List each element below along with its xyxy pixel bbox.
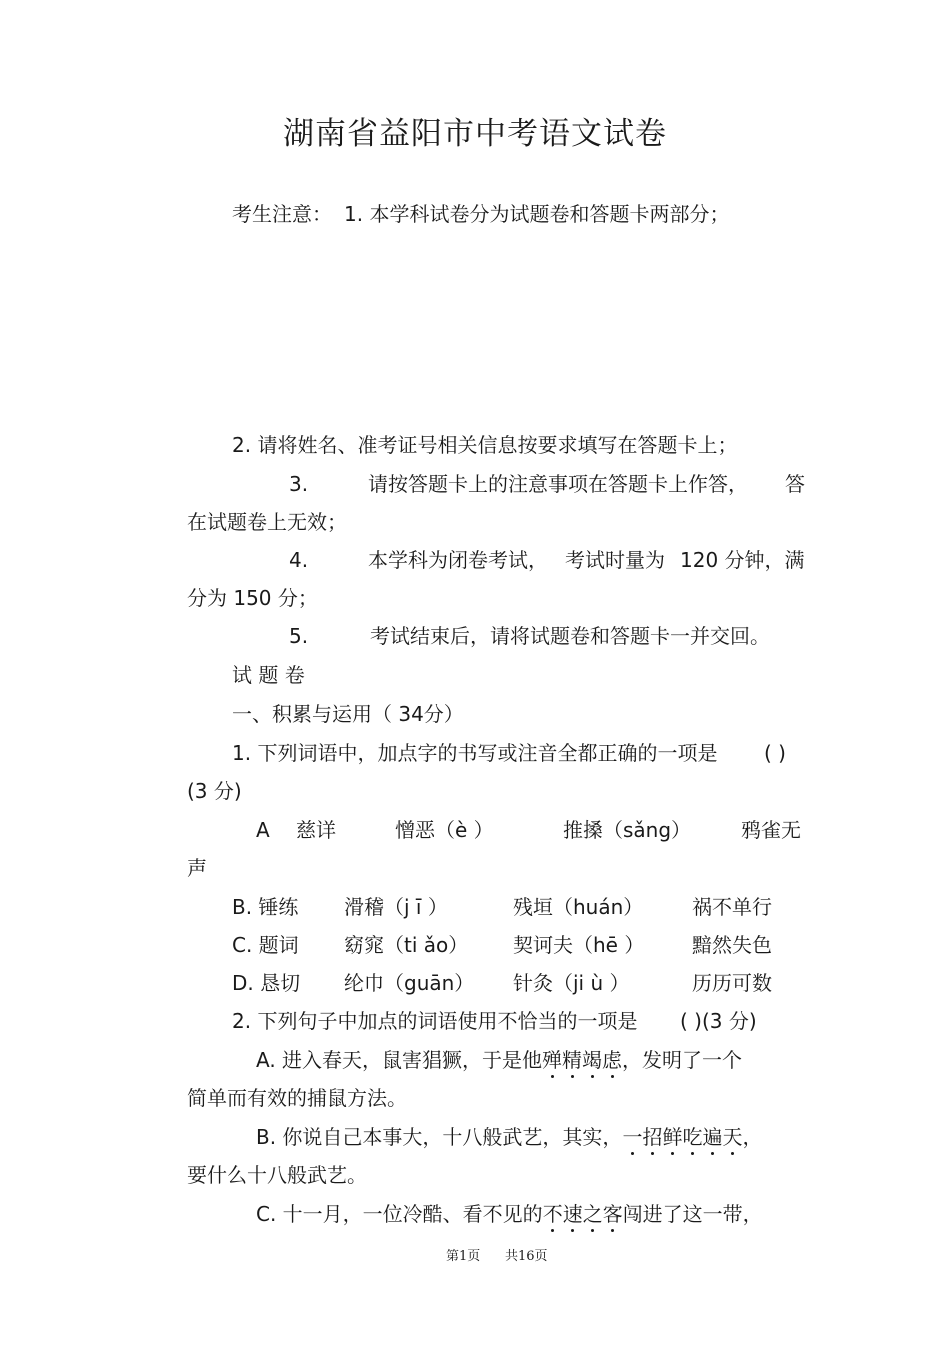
q1-option-c-word-3: 契诃夫（hē ） bbox=[513, 933, 645, 957]
emphasis-dotted-char: 竭 bbox=[582, 1048, 603, 1072]
q2-option-b bbox=[256, 1123, 762, 1151]
notice-item-3-continued: 在试题卷上无效； bbox=[187, 510, 347, 534]
notice-item-4-continued: 分为 150 分； bbox=[187, 586, 318, 610]
q1-answer-bracket: ( ) bbox=[764, 741, 786, 765]
notice-item-3-number: 3. bbox=[289, 472, 309, 496]
emphasis-dotted-char: 客 bbox=[602, 1202, 623, 1226]
emphasis-dotted-char: 一 bbox=[622, 1125, 643, 1149]
q2-option-b-post: ， bbox=[742, 1125, 763, 1149]
notice-item-4-text: 本学科为闭卷考试， bbox=[368, 548, 548, 572]
q1-option-b-letter: B. 锤练 bbox=[232, 895, 299, 919]
q2-option-c-dotted-phrase bbox=[543, 1202, 623, 1226]
notice-item-4-text-2: 考试时量为 bbox=[565, 548, 665, 572]
emphasis-dotted-char: 招 bbox=[642, 1125, 663, 1149]
emphasis-dotted-char: 虑 bbox=[602, 1048, 623, 1072]
emphasis-dotted-char: 之 bbox=[582, 1202, 603, 1226]
q1-option-d-word-3: 针灸（ji ù ） bbox=[513, 971, 630, 995]
q1-option-a-word-3: 推搡（sǎng） bbox=[563, 818, 692, 842]
paper-label: 试 题 卷 bbox=[232, 663, 305, 687]
notice-item-5-text: 考试结束后，请将试题卷和答题卡一并交回。 bbox=[370, 624, 770, 648]
q2-option-a-post: ，发明了一个 bbox=[622, 1048, 743, 1072]
q1-option-d-letter: D. 恳切 bbox=[232, 971, 301, 995]
notice-item-4-number: 4. bbox=[289, 548, 309, 572]
q2-option-b-pre: B. 你说自己本事大，十八般武艺，其实， bbox=[256, 1125, 623, 1149]
emphasis-dotted-char: 殚 bbox=[542, 1048, 563, 1072]
q1-option-b-word-3: 残垣（huán） bbox=[513, 895, 644, 919]
page-title: 湖南省益阳市中考语文试卷 bbox=[283, 116, 667, 152]
emphasis-dotted-char: 速 bbox=[562, 1202, 583, 1226]
q2-option-b-dotted-phrase bbox=[622, 1125, 742, 1149]
q2-option-a-continued: 简单而有效的捕鼠方法。 bbox=[187, 1086, 407, 1110]
q1-option-b-word-2: 滑稽（j ī ） bbox=[344, 895, 448, 919]
emphasis-dotted-char: 鲜 bbox=[662, 1125, 683, 1149]
notice-item-3-text: 请按答题卡上的注意事项在答题卡上作答， bbox=[368, 472, 748, 496]
q2-option-c-pre: C. 十一月，一位冷酷、看不见的 bbox=[256, 1202, 543, 1226]
q1-option-c-word-2: 窈窕（ti ǎo） bbox=[344, 933, 469, 957]
footer-total-pages: 共16页 bbox=[505, 1249, 548, 1264]
q2-option-a-pre: A. 进入春天，鼠害猖獗，于是他 bbox=[256, 1048, 543, 1072]
q1-option-a-word-1: 慈详 bbox=[296, 818, 336, 842]
q2-option-a-dotted-phrase bbox=[542, 1048, 622, 1072]
q1-score: (3 分) bbox=[187, 779, 242, 803]
notice-item-1: 1. 本学科试卷分为试题卷和答题卡两部分； bbox=[344, 202, 730, 226]
q1-option-a-word-2: 憎恶（è ） bbox=[395, 818, 494, 842]
footer-page-number: 第1页 bbox=[446, 1249, 481, 1264]
q2-option-a bbox=[256, 1046, 742, 1074]
q1-option-c-letter: C. 题词 bbox=[232, 933, 299, 957]
q2-option-c-post: 闯进了这一带， bbox=[622, 1202, 763, 1226]
q1-option-b-word-4: 祸不单行 bbox=[692, 895, 772, 919]
q1-option-d-word-2: 纶巾（guān） bbox=[344, 971, 475, 995]
q1-option-a-word-4-continued: 声 bbox=[187, 856, 207, 880]
q2-stem: 2. 下列句子中加点的词语使用不恰当的一项是 bbox=[232, 1009, 638, 1033]
q1-option-d-word-4: 历历可数 bbox=[692, 971, 772, 995]
q1-option-a-word-4: 鸦雀无 bbox=[741, 818, 801, 842]
emphasis-dotted-char: 精 bbox=[562, 1048, 583, 1072]
q1-stem: 1. 下列词语中，加点字的书写或注音全都正确的一项是 bbox=[232, 741, 718, 765]
emphasis-dotted-char: 天 bbox=[722, 1125, 743, 1149]
notice-item-5-number: 5. bbox=[289, 624, 309, 648]
q2-option-b-continued: 要什么十八般武艺。 bbox=[187, 1163, 367, 1187]
section-1-heading: 一、积累与运用（ 34分） bbox=[232, 702, 464, 726]
notice-item-4-text-3: 120 分钟，满 bbox=[680, 548, 805, 572]
q2-answer-bracket-score: ( )(3 分) bbox=[680, 1009, 757, 1033]
q1-option-a-letter: A bbox=[256, 818, 270, 842]
notice-label: 考生注意： bbox=[232, 202, 332, 226]
q2-option-c bbox=[256, 1200, 763, 1228]
emphasis-dotted-char: 不 bbox=[542, 1202, 563, 1226]
emphasis-dotted-char: 遍 bbox=[702, 1125, 723, 1149]
notice-item-2: 2. 请将姓名、准考证号相关信息按要求填写在答题卡上； bbox=[232, 433, 738, 457]
notice-item-3-tail: 答 bbox=[785, 472, 805, 496]
emphasis-dotted-char: 吃 bbox=[682, 1125, 703, 1149]
q1-option-c-word-4: 黯然失色 bbox=[692, 933, 772, 957]
